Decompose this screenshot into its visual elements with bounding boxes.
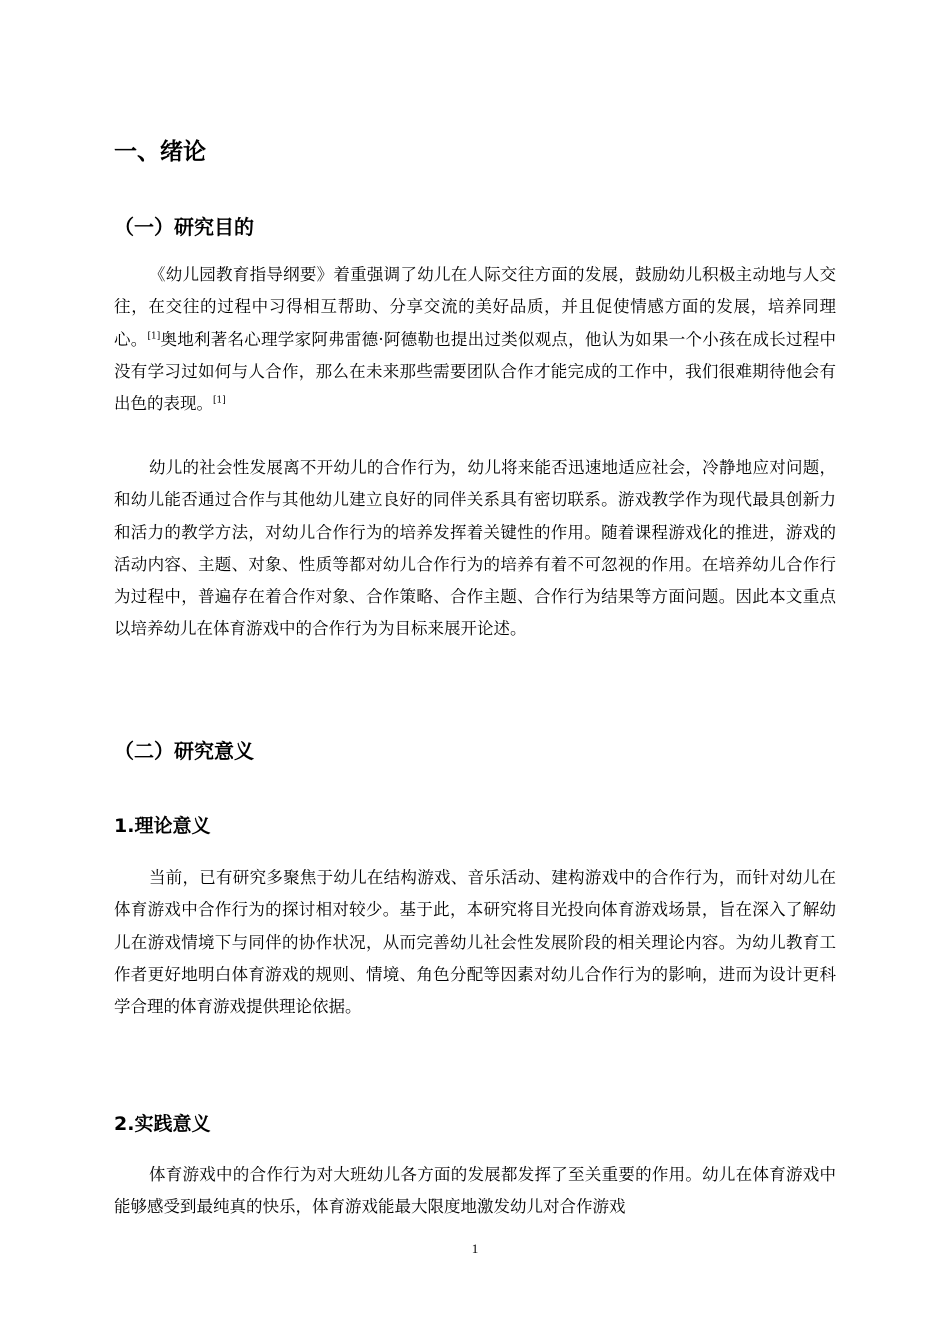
paragraph-text: 奥地利著名心理学家阿弗雷德·阿德勒也提出过类似观点，他认为如果一个小孩在成长过程中没有学习过如何与人合作，那么在未来那些需要团队合作才能完成的工作中，我们很难期待他会有出色的表现。 — [114, 329, 836, 414]
citation-mark: [1] — [213, 395, 226, 406]
section-title-purpose: （一）研究目的 — [114, 215, 254, 239]
paragraph-practice: 体育游戏中的合作行为对大班幼儿各方面的发展都发挥了至关重要的作用。幼儿在体育游戏中能够感受到最纯真的快乐，体育游戏能最大限度地激发幼儿对合作游戏 — [114, 1165, 836, 1217]
chapter-title: 一、绪论 — [114, 139, 206, 165]
paragraph-text: 《幼儿园教育指导纲要》着重强调了幼儿在人际交往方面的发展，鼓励幼儿积极主动地与人交往，在交往的过程中习得相互帮助、分享交流的美好品质，并且促使情感方面的发展，培养同理心。 — [114, 265, 836, 349]
section-title-significance: （二）研究意义 — [114, 739, 254, 763]
subsection-title-practice: 2.实践意义 — [114, 1113, 211, 1135]
paragraph-theory: 当前，已有研究多聚焦于幼儿在结构游戏、音乐活动、建构游戏中的合作行为，而针对幼儿在体育游戏中合作行为的探讨相对较少。基于此，本研究将目光投向体育游戏场景，旨在深入了解幼儿在游戏情境下与同伴的协作状况，从而完善幼儿社会性发展阶段的相关理论内容。为幼儿教育工作者更好地明白体育游戏的规则、情境、角色分配等因素对幼儿合作行为的影响，进而为设计更科学合理的体育游戏提供理论依据。 — [114, 868, 836, 1017]
citation-mark: [1] — [147, 331, 161, 342]
subsection-title-theory: 1.理论意义 — [114, 815, 211, 837]
page-number: 1 — [471, 1241, 479, 1256]
paragraph-purpose-1 — [114, 259, 836, 420]
paragraph-purpose-2: 幼儿的社会性发展离不开幼儿的合作行为，幼儿将来能否迅速地适应社会，冷静地应对问题，和幼儿能否通过合作与其他幼儿建立良好的同伴关系具有密切联系。游戏教学作为现代最具创新力和活力的教学方法，对幼儿合作行为的培养发挥着关键性的作用。随着课程游戏化的推进，游戏的活动内容、主题、对象、性质等都对幼儿合作行为的培养有着不可忽视的作用。在培养幼儿合作行为过程中，普遍存在着合作对象、合作策略、合作主题、合作行为结果等方面问题。因此本文重点以培养幼儿在体育游戏中的合作行为为目标来展开论述。 — [114, 458, 836, 639]
